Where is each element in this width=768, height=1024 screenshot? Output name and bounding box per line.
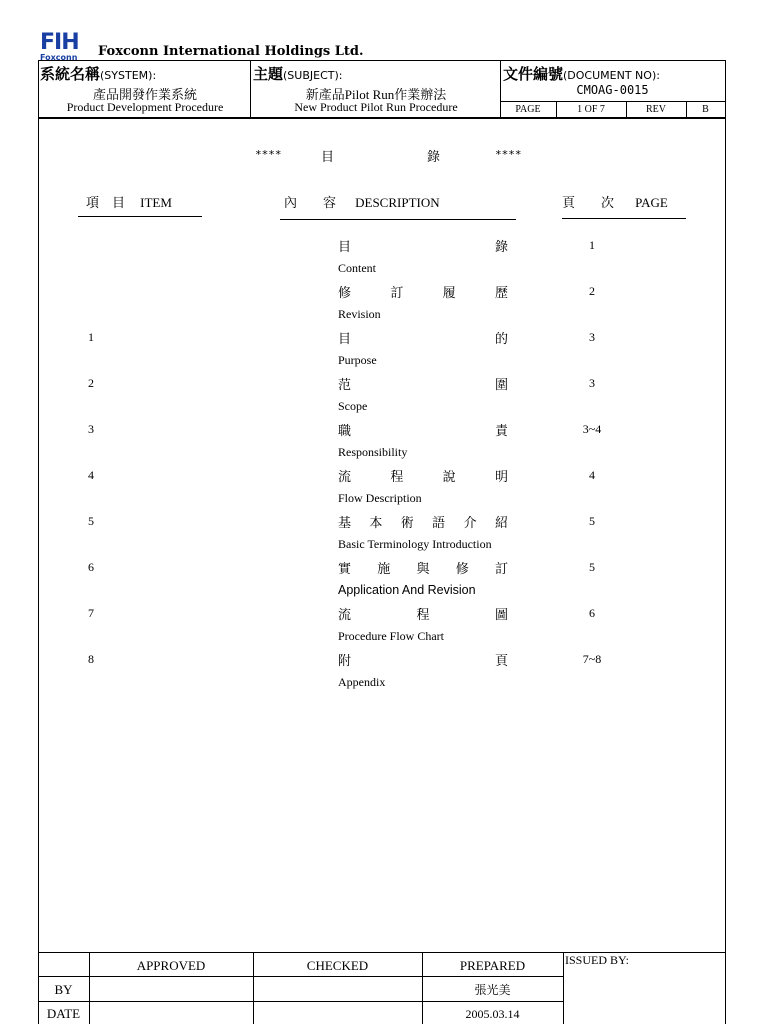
toc-desc-cn-char: 歷 <box>494 286 508 301</box>
toc-desc-cn-char: 附 <box>338 654 352 669</box>
header-divider-1 <box>250 60 251 118</box>
col-desc-underline <box>280 219 516 220</box>
toc-desc-cn-char: 的 <box>494 332 508 347</box>
toc-desc-cn <box>338 328 508 347</box>
toc-desc-cn-char: 頁 <box>494 654 508 669</box>
toc-desc-cn <box>338 512 508 531</box>
toc-desc-cn-char: 術 <box>400 516 414 531</box>
toc-page-number: 4 <box>589 468 595 482</box>
system-value-cn: 產品開發作業系統 <box>92 87 197 102</box>
toc-desc-en: Appendix <box>338 675 386 689</box>
by-label: BY <box>54 982 73 997</box>
toc-desc-en: Responsibility <box>338 445 408 459</box>
col-desc-header: 內 容 DESCRIPTION <box>284 195 440 211</box>
toc-desc-cn-char: 施 <box>377 562 391 577</box>
toc-desc-en: Procedure Flow Chart <box>338 629 444 643</box>
page-value: 1 OF 7 <box>577 104 605 115</box>
date-label: DATE <box>46 1006 81 1021</box>
company-name: Foxconn International Holdings Ltd. <box>98 44 364 59</box>
toc-desc-cn-char: 訂 <box>390 286 404 301</box>
toc-page-number: 3 <box>589 330 595 344</box>
col-item-header: 項 目 ITEM <box>86 195 172 211</box>
toc-desc-cn-char: 訂 <box>494 562 508 577</box>
fih-logo <box>40 32 92 62</box>
toc-desc-en: Revision <box>338 307 381 321</box>
toc-desc-cn <box>338 558 508 577</box>
toc-desc-cn <box>338 282 508 301</box>
toc-desc-en: Content <box>338 261 376 275</box>
toc-desc-cn-char: 圍 <box>494 378 508 393</box>
col-page-underline <box>562 218 686 219</box>
page-left-border <box>38 60 39 1024</box>
toc-page-number: 2 <box>589 284 595 298</box>
toc-desc-cn <box>338 374 508 393</box>
system-label: 系統名稱(SYSTEM): <box>40 65 157 83</box>
toc-stars-left: **** <box>255 148 282 161</box>
toc-desc-en: Basic Terminology Introduction <box>338 537 492 551</box>
footer-row-line-2 <box>38 1001 564 1002</box>
toc-desc-cn-char: 明 <box>494 470 508 485</box>
toc-desc-cn-char: 圖 <box>494 608 508 623</box>
toc-desc-cn <box>338 236 508 255</box>
toc-desc-cn-char: 履 <box>442 286 456 301</box>
toc-desc-cn-char: 修 <box>338 286 352 301</box>
rev-value: B <box>702 104 709 115</box>
toc-desc-cn <box>338 466 508 485</box>
toc-title-char-2: 錄 <box>427 150 441 165</box>
toc-desc-cn-char: 實 <box>338 562 352 577</box>
toc-desc-cn-char: 范 <box>338 378 352 393</box>
toc-item-number: 2 <box>88 376 94 390</box>
toc-item-number: 4 <box>88 468 94 482</box>
toc-item-number: 6 <box>88 560 94 574</box>
toc-desc-cn-char: 流 <box>338 608 352 623</box>
toc-desc-en: Application And Revision <box>338 583 476 597</box>
toc-desc-cn-char: 程 <box>390 470 404 485</box>
rev-label: REV <box>646 104 666 115</box>
toc-desc-cn <box>338 650 508 669</box>
toc-title-char-1: 目 <box>321 150 335 165</box>
toc-desc-cn-char: 目 <box>338 240 352 255</box>
subject-label: 主題(SUBJECT): <box>253 65 343 83</box>
toc-desc-cn-char: 責 <box>494 424 508 439</box>
prepared-date: 2005.03.14 <box>465 1007 520 1021</box>
toc-page-number: 7~8 <box>582 652 602 666</box>
toc-desc-cn-char: 錄 <box>494 240 508 255</box>
subject-value-cn: 新產品Pilot Run作業辦法 <box>305 87 447 102</box>
logo-mark: FIH <box>40 30 79 55</box>
toc-stars-right: **** <box>495 148 522 161</box>
toc-page-number: 5 <box>589 514 595 528</box>
docno-value: CMOAG-0015 <box>576 83 649 97</box>
docno-page-separator <box>500 101 725 102</box>
prepared-by-name: 張光美 <box>474 983 511 997</box>
header-bottom-border <box>38 117 726 119</box>
toc-item-number: 1 <box>88 330 94 344</box>
docno-label: 文件編號(DOCUMENT NO): <box>503 65 660 83</box>
header-top-border <box>38 60 726 61</box>
issued-by-label: ISSUED BY: <box>565 953 629 967</box>
toc-desc-en: Purpose <box>338 353 377 367</box>
toc-page-number: 1 <box>589 238 595 252</box>
toc-page-number: 6 <box>589 606 595 620</box>
toc-item-number: 8 <box>88 652 94 666</box>
toc-desc-cn-char: 本 <box>369 516 383 531</box>
col-page-header: 頁 次 PAGE <box>562 195 668 211</box>
toc-desc-cn-char: 職 <box>338 424 352 439</box>
page-right-border <box>725 60 726 1024</box>
page-label: PAGE <box>515 104 541 115</box>
checked-label: CHECKED <box>306 958 369 973</box>
toc-desc-cn-char: 說 <box>442 470 456 485</box>
toc-page-number: 3 <box>589 376 595 390</box>
toc-page-number: 3~4 <box>582 422 602 436</box>
logo-subtext: Foxconn <box>40 53 78 62</box>
toc-desc-cn-char: 介 <box>463 516 477 531</box>
toc-desc-en: Flow Description <box>338 491 422 505</box>
toc-page-number: 5 <box>589 560 595 574</box>
toc-desc-en: Scope <box>338 399 368 413</box>
system-value-en: Product Development Procedure <box>66 100 224 114</box>
toc-item-number: 3 <box>88 422 94 436</box>
toc-desc-cn-char: 流 <box>338 470 352 485</box>
prepared-label: PREPARED <box>459 958 526 973</box>
toc-desc-cn-char: 目 <box>338 332 352 347</box>
subject-value-en: New Product Pilot Run Procedure <box>294 100 458 114</box>
toc-item-number: 7 <box>88 606 94 620</box>
toc-desc-cn-char: 與 <box>416 562 430 577</box>
footer-row-line-1 <box>38 976 564 977</box>
toc-item-number: 5 <box>88 514 94 528</box>
toc-desc-cn-char: 基 <box>338 516 352 531</box>
toc-desc-cn <box>338 420 508 439</box>
footer-col-line-4 <box>563 952 564 1024</box>
toc-desc-cn-char: 語 <box>432 516 446 531</box>
toc-desc-cn-char: 紹 <box>494 516 508 531</box>
toc-desc-cn <box>338 604 508 623</box>
col-item-underline <box>78 216 202 217</box>
approved-label: APPROVED <box>136 958 206 973</box>
toc-desc-cn-char: 程 <box>416 608 430 623</box>
toc-desc-cn-char: 修 <box>455 562 469 577</box>
